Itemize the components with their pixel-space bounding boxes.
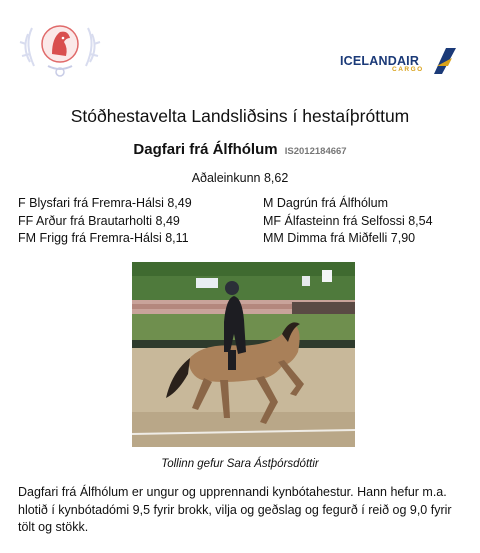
- pedigree-item: FF Arður frá Brautarholti 8,49: [18, 213, 180, 228]
- page-title: Stóðhestavelta Landsliðsins í hestaíþróttum: [70, 106, 410, 126]
- registration-number: IS2012184667: [284, 146, 347, 157]
- logo-sub-text: CARGO: [392, 66, 424, 73]
- pedigree-item: FM Frigg frá Fremra-Hálsi 8,11: [18, 231, 189, 245]
- score-line: Aðaleinkunn 8,62: [191, 171, 289, 185]
- association-logo: [18, 14, 102, 80]
- pedigree-dam-side: [263, 195, 433, 248]
- logo-brand-text: ICELANDAIR: [340, 54, 420, 68]
- pedigree-item: MM Dimma frá Miðfelli 7,90: [263, 231, 416, 245]
- horse-photo: [132, 262, 355, 447]
- pedigree-item: F Blysfari frá Fremra-Hálsi 8,49: [18, 196, 192, 210]
- wing-icon: [428, 46, 458, 76]
- pedigree-item: M Dagrún frá Álfhólum: [263, 196, 389, 210]
- horse-emblem-icon: [18, 14, 102, 80]
- pedigree-sire-side: [18, 195, 192, 248]
- pedigree-item: MF Álfasteinn frá Selfossi 8,54: [263, 213, 433, 228]
- description-paragraph: Dagfari frá Álfhólum er ungur og upprennandi kynbótahestur. Hann hefur m.a. hlotið í kynbótadómi 9,5 fyrir brokk, vilja og geðslag og fegurð í reið og 9,0 fyrir tölt og stökk.: [18, 485, 452, 534]
- horse-name-line: [0, 141, 480, 158]
- icelandair-cargo-logo: [340, 46, 458, 76]
- horse-name: Dagfari frá Álfhólum: [133, 141, 278, 158]
- photo-caption: Tollinn gefur Sara Ástþórsdóttir: [161, 458, 319, 470]
